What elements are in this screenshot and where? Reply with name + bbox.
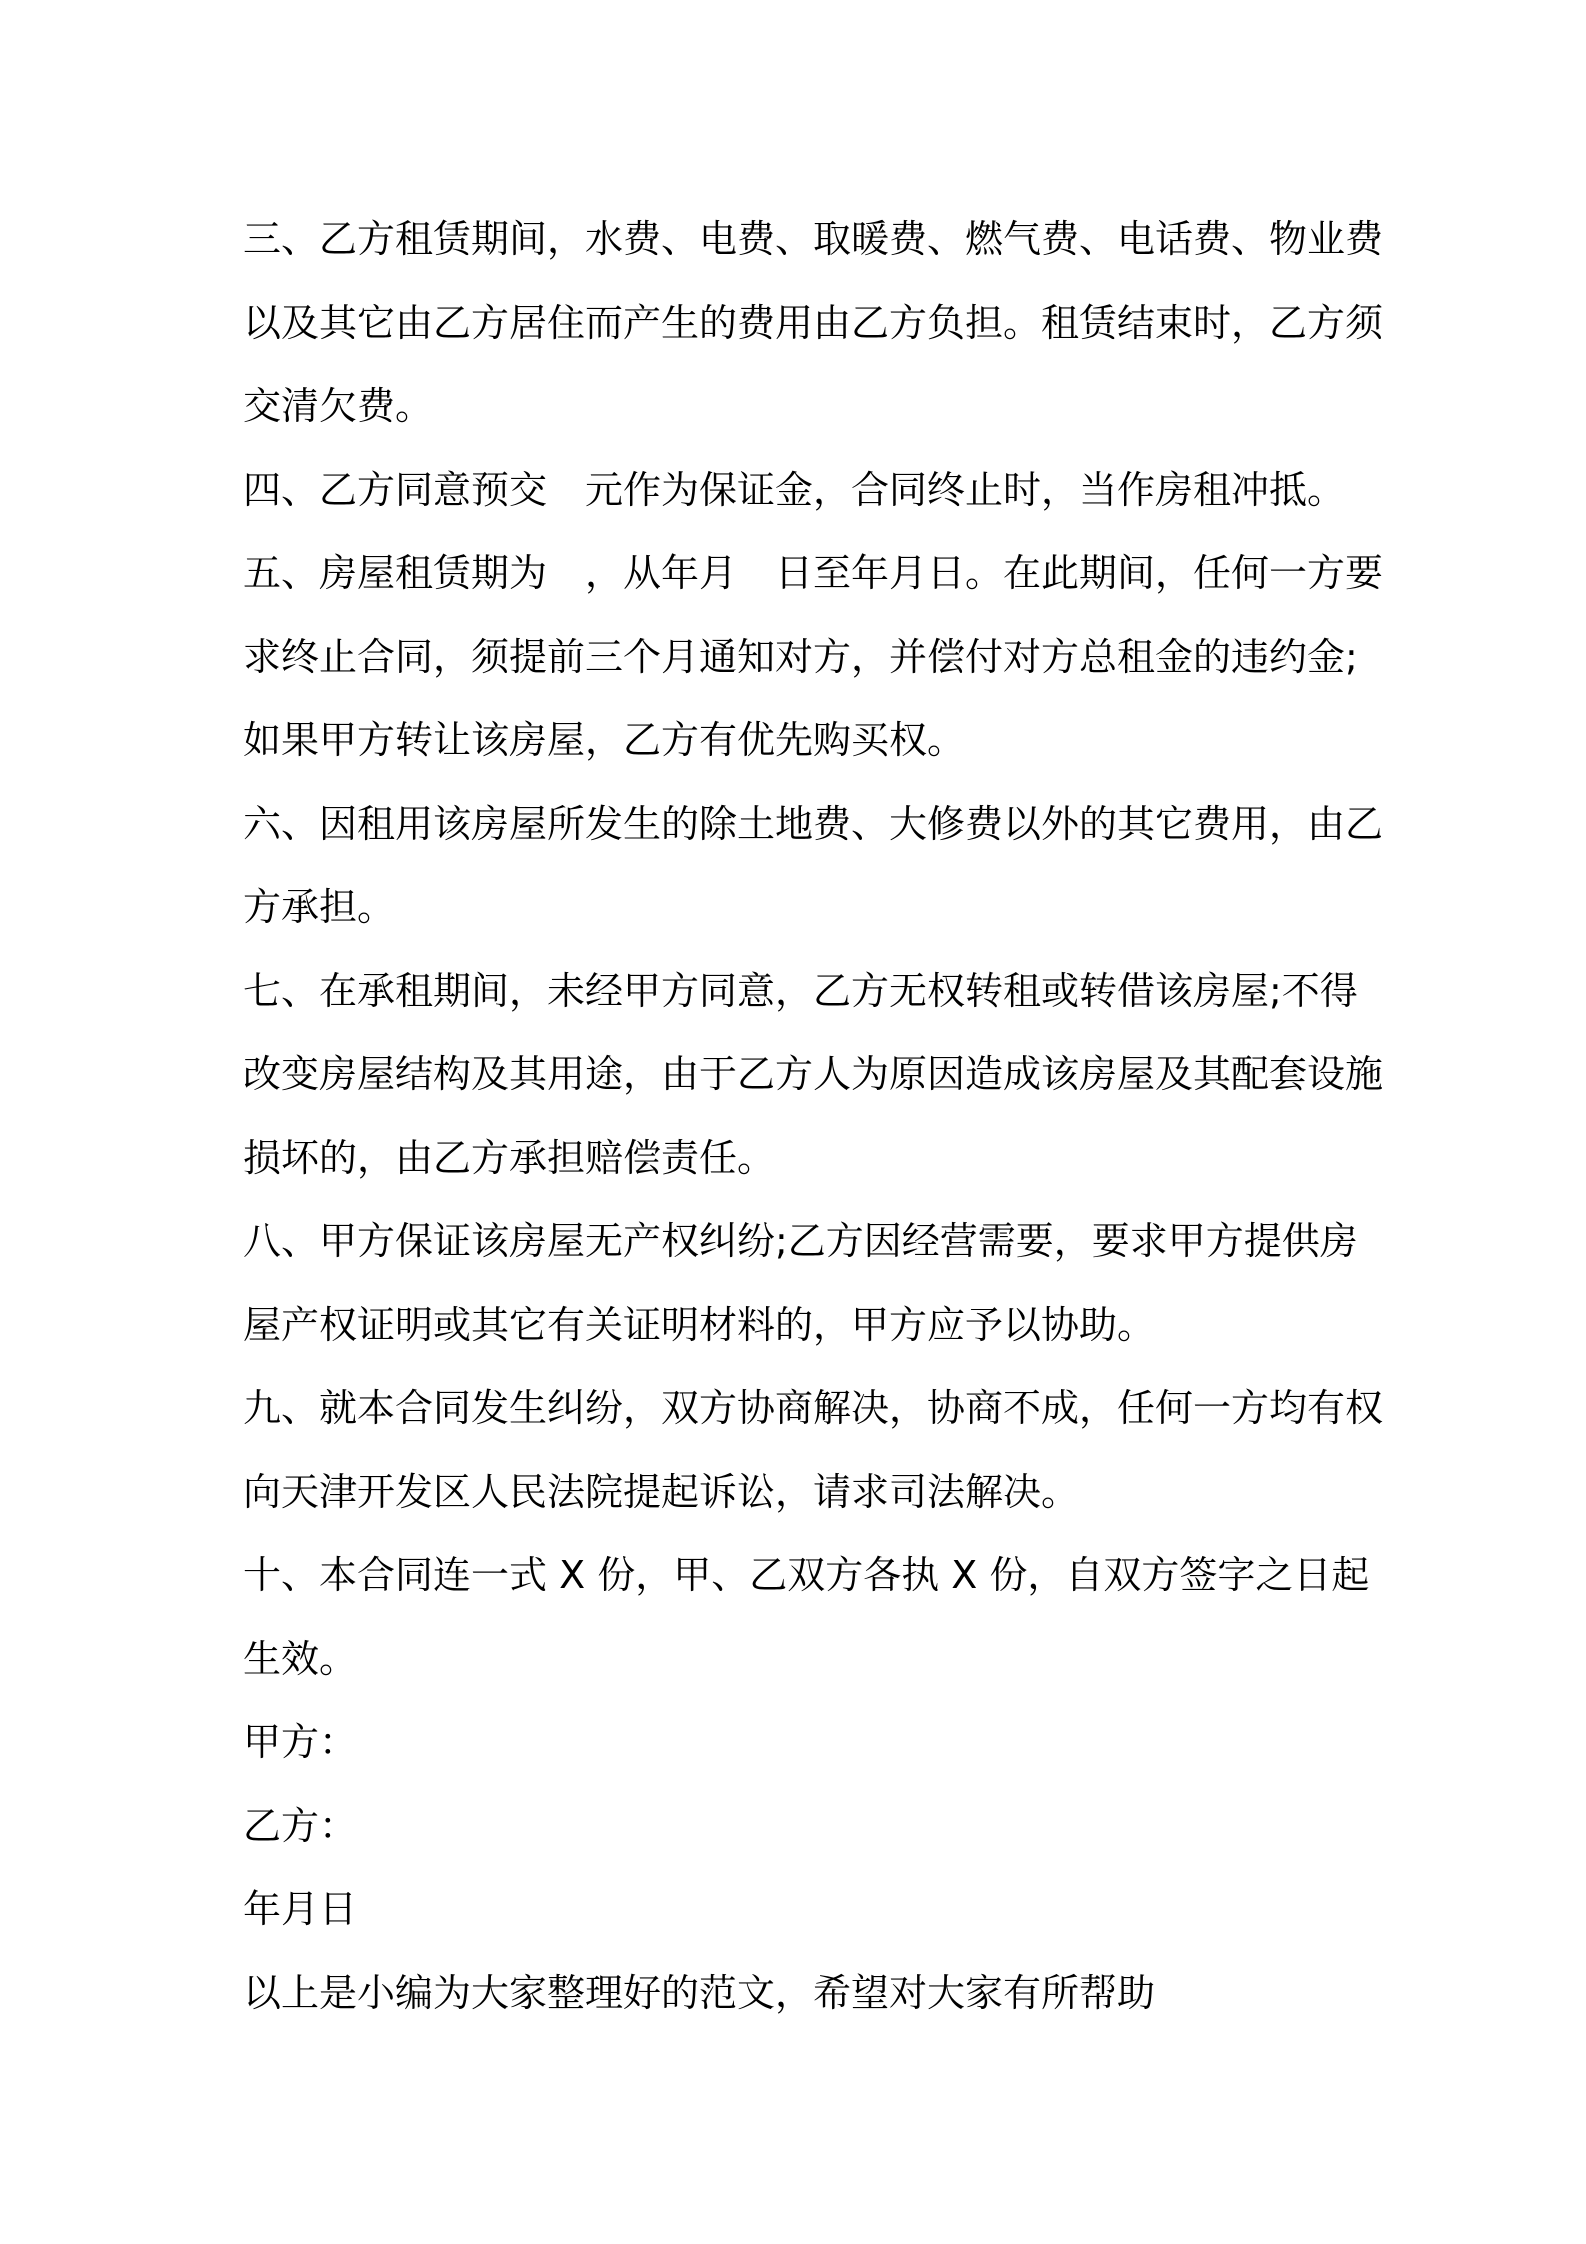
party-b-signature-label: 乙方：: [243, 1803, 358, 1848]
clause-10-line-1: 十、本合同连一式 X 份，甲、乙双方各执 X 份，自双方签字之日起: [243, 1553, 1370, 1597]
clause-5-line-1: 五、房屋租赁期为 ，从年月 日至年月日。在此期间，任何一方要: [243, 551, 1384, 595]
clause-9-line-1: 九、就本合同发生纠纷，双方协商解决，协商不成，任何一方均有权: [243, 1386, 1384, 1430]
clause-10-line-2: 生效。: [243, 1636, 358, 1681]
clause-3-line-3: 交清欠费。: [243, 384, 434, 428]
clause-6-line-2: 方承担。: [243, 885, 396, 929]
clause-7-line-3: 损坏的，由乙方承担赔偿责任。: [243, 1135, 776, 1180]
clause-4-line-1: 四、乙方同意预交 元作为保证金，合同终止时，当作房租冲抵。: [243, 467, 1346, 512]
clause-5-line-2: 求终止合同，须提前三个月通知对方，并偿付对方总租金的违约金;: [243, 634, 1358, 679]
date-line: 年月日: [243, 1887, 358, 1931]
closing-note: 以上是小编为大家整理好的范文，希望对大家有所帮助: [243, 1970, 1156, 2015]
clause-7-line-1: 七、在承租期间，未经甲方同意，乙方无权转租或转借该房屋;不得: [243, 968, 1358, 1013]
clause-3-line-2: 以及其它由乙方居住而产生的费用由乙方负担。租赁结束时，乙方须: [243, 300, 1384, 345]
clause-5-line-3: 如果甲方转让该房屋，乙方有优先购买权。: [243, 718, 966, 762]
clause-9-line-2: 向天津开发区人民法院提起诉讼，请求司法解决。: [243, 1469, 1080, 1514]
clause-6-line-1: 六、因租用该房屋所发生的除土地费、大修费以外的其它费用，由乙: [243, 801, 1384, 846]
clause-8-line-1: 八、甲方保证该房屋无产权纠纷;乙方因经营需要，要求甲方提供房: [243, 1219, 1358, 1263]
document-body: [243, 198, 1384, 2035]
clause-3-line-1: 三、乙方租赁期间，水费、电费、取暖费、燃气费、电话费、物业费: [243, 217, 1384, 261]
party-a-signature-label: 甲方：: [243, 1720, 358, 1764]
clause-7-line-2: 改变房屋结构及其用途，由于乙方人为原因造成该房屋及其配套设施: [243, 1052, 1384, 1096]
clause-8-line-2: 屋产权证明或其它有关证明材料的，甲方应予以协助。: [243, 1302, 1156, 1347]
